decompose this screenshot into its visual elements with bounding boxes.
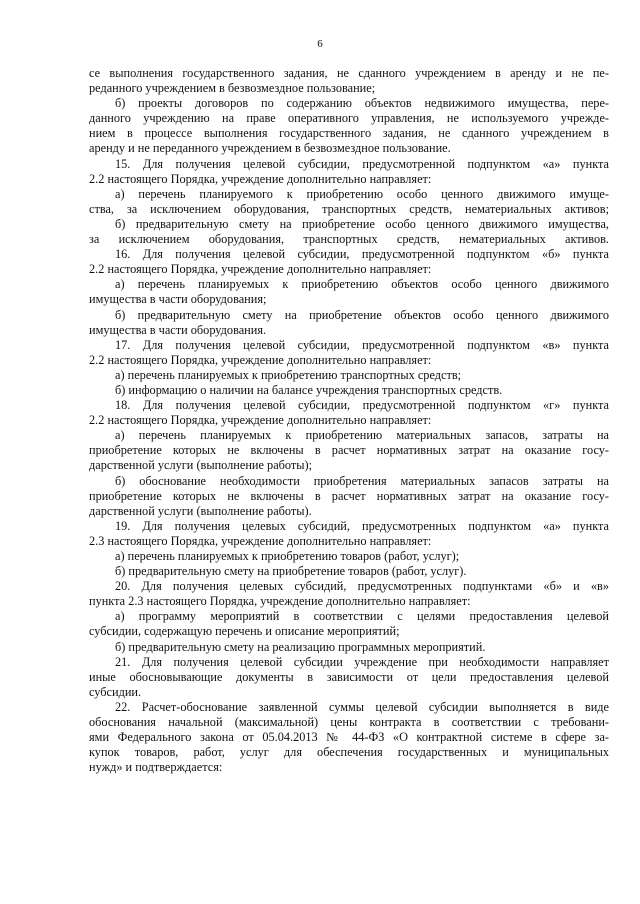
- text-line: дарственной услуги (выполнение работы).: [89, 503, 312, 518]
- text-line: а) перечень планируемого к приобретению особо ценного движимого имуще-: [115, 186, 609, 201]
- text-line: данного учреждению на праве оперативного управления, не используемого учрежде-: [89, 111, 609, 126]
- text-line: обоснования начальной (максимальной) цены контракта в соответствии с требовани-: [89, 715, 609, 730]
- document-body: [89, 66, 609, 775]
- text-line: а) перечень планируемых к приобретению транспортных средств;: [115, 367, 462, 382]
- text-line: б) предварительную смету на реализацию программных мероприятий.: [115, 639, 486, 654]
- text-line: иные обосновывающие документы в зависимости от цели предоставления целевой: [89, 669, 609, 684]
- text-line: б) проекты договоров по содержанию объектов недвижимого имущества, пере-: [115, 96, 609, 111]
- text-line: б) предварительную смету на приобретение объектов особо ценного движимого: [115, 307, 609, 322]
- text-line: 15. Для получения целевой субсидии, предусмотренной подпунктом «а» пункта: [115, 156, 609, 171]
- text-line: 2.3 настоящего Порядка, учреждение дополнительно направляет:: [89, 533, 432, 548]
- text-line: нужд» и подтверждается:: [89, 760, 223, 775]
- text-line: имущества в части оборудования.: [89, 322, 267, 337]
- text-line: а) перечень планируемых к приобретению товаров (работ, услуг);: [115, 549, 460, 563]
- text-line: субсидии, содержащую перечень и описание мероприятий;: [89, 624, 400, 639]
- text-line: б) предварительную смету на приобретение товаров (работ, услуг).: [115, 564, 467, 579]
- text-line: 20. Для получения целевых субсидий, предусмотренных подпунктами «б» и «в»: [115, 579, 609, 594]
- text-line: б) предварительную смету на приобретение особо ценного движимого имущества,: [115, 216, 609, 231]
- text-line: аренду и не переданного учреждением в безвозмездное пользование.: [89, 141, 451, 156]
- text-line: а) перечень планируемых к приобретению объектов особо ценного движимого: [115, 277, 609, 292]
- text-line: приобретение которых не включены в расчет нормативных затрат на оказание госу-: [89, 443, 609, 458]
- text-line: реданного учреждением в безвозмездное пользование;: [89, 81, 376, 96]
- text-line: 16. Для получения целевой субсидии, предусмотренной подпунктом «б» пункта: [115, 247, 609, 262]
- text-line: 18. Для получения целевой субсидии, предусмотренной подпунктом «г» пункта: [115, 398, 609, 413]
- text-line: 22. Расчет-обоснование заявленной суммы целевой субсидии выполняется в виде: [115, 699, 609, 714]
- page-number: 6: [317, 38, 323, 50]
- text-line: а) программу мероприятий в соответствии с целями предоставления целевой: [115, 609, 609, 624]
- text-line: дарственной услуги (выполнение работы);: [89, 458, 313, 473]
- text-line: пункта 2.3 настоящего Порядка, учреждение дополнительно направляет:: [89, 594, 471, 609]
- text-line: 2.2 настоящего Порядка, учреждение дополнительно направляет:: [89, 352, 432, 367]
- text-line: 19. Для получения целевых субсидий, предусмотренных подпунктом «а» пункта: [115, 518, 609, 533]
- text-line: субсидии.: [89, 684, 142, 699]
- text-line: 21. Для получения целевой субсидии учреждение при необходимости направляет: [115, 654, 609, 669]
- text-line: б) информацию о наличии на балансе учреждения транспортных средств.: [115, 382, 503, 397]
- text-line: се выполнения государственного задания, не сданного учреждением в аренду и не пе-: [89, 66, 609, 80]
- text-line: купок товаров, работ, услуг для обеспечения государственных и муниципальных: [89, 745, 609, 760]
- text-line: 2.2 настоящего Порядка, учреждение дополнительно направляет:: [89, 262, 432, 277]
- text-line: 17. Для получения целевой субсидии, предусмотренной подпунктом «в» пункта: [115, 337, 609, 352]
- text-line: 2.2 настоящего Порядка, учреждение дополнительно направляет:: [89, 413, 432, 428]
- text-line: ства, за исключением оборудования, транспортных средств, нематериальных активов;: [89, 201, 609, 216]
- text-line: имущества в части оборудования;: [89, 292, 267, 307]
- text-line: приобретение которых не включены в расчет нормативных затрат на оказание госу-: [89, 488, 609, 503]
- text-line: а) перечень планируемых к приобретению материальных запасов, затраты на: [115, 428, 609, 443]
- text-line: 2.2 настоящего Порядка, учреждение дополнительно направляет:: [89, 171, 432, 186]
- text-line: ями Федерального закона от 05.04.2013 № 44-ФЗ «О контрактной системе в сфере за-: [89, 730, 609, 745]
- text-line: за исключением оборудования, транспортных средств, нематериальных активов.: [89, 232, 609, 247]
- text-line: нием в процессе выполнения государственного задания, не сданного учреждением в: [89, 126, 609, 141]
- text-line: б) обоснование необходимости приобретения материальных запасов затраты на: [115, 473, 609, 488]
